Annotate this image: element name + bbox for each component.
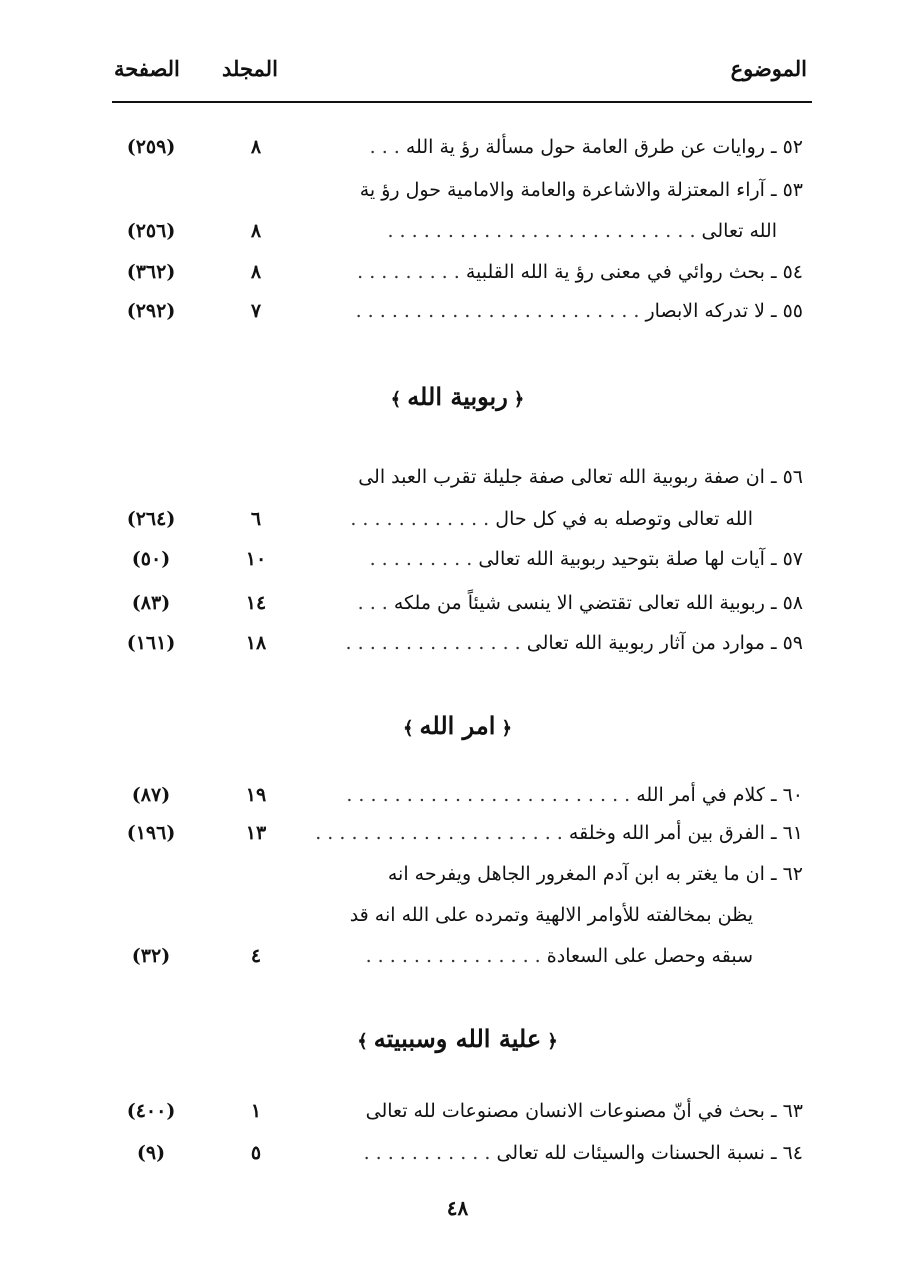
- section-heading-rububiyya: [0, 382, 915, 411]
- toc-entry-64: [315, 1140, 803, 1166]
- entry-page: (٥٠): [131, 548, 171, 570]
- entry-volume: ٥: [250, 1142, 262, 1164]
- entry-text: الله تعالى: [701, 220, 777, 242]
- toc-entry-57: [315, 546, 803, 572]
- toc-entry-55: [315, 298, 803, 324]
- ornament-right: ﴿: [513, 389, 525, 410]
- toc-entry-63: [315, 1098, 803, 1124]
- entry-text: ٥٧ ـ آيات لها صلة بتوحيد ربوبية الله تعالى: [478, 548, 803, 570]
- entry-page: (٢٦٤): [126, 508, 176, 530]
- entry-page: (٨٧): [131, 784, 171, 806]
- page-number: ٤٨: [446, 1196, 469, 1220]
- entry-volume: ٨: [250, 261, 262, 283]
- entry-volume: ١٨: [245, 632, 267, 654]
- leader-dots: . . . . . . . . . . . . . . . . . . . . .: [315, 822, 563, 844]
- entry-volume: ١٤: [245, 592, 267, 614]
- leader-dots: . . . . . . . . . . .: [363, 1142, 491, 1164]
- entry-text: ٥٦ ـ ان صفة ربوبية الله تعالى صفة جليلة تقرب العبد الى: [358, 466, 803, 488]
- toc-entry-53: [315, 177, 803, 203]
- toc-entry-62-cont2: [265, 943, 753, 969]
- section-heading-amr: [0, 711, 915, 740]
- entry-page: (٢٩٢): [126, 300, 176, 322]
- entry-text: ٥٢ ـ روايات عن طرق العامة حول مسألة رؤ ية الله: [405, 136, 803, 158]
- ornament-right: ﴿: [501, 718, 512, 739]
- leader-dots: . . . . . . . . . . . . . . .: [345, 632, 521, 654]
- leader-dots: . . . . . . . . . . . . . . .: [365, 945, 541, 967]
- entry-volume: ٨: [250, 220, 262, 242]
- entry-text: ٦١ ـ الفرق بين أمر الله وخلقه: [568, 822, 803, 844]
- entry-text: ٦٠ ـ كلام في أمر الله: [636, 784, 803, 806]
- toc-entry-59: [315, 630, 803, 656]
- entry-volume: ٨: [250, 136, 262, 158]
- section-title: علية الله وسببيته: [373, 1024, 542, 1053]
- entry-page: (١٦١): [126, 632, 176, 654]
- entry-page: (٣٦٢): [126, 261, 176, 283]
- entry-volume: ١٣: [245, 822, 267, 844]
- leader-dots: . . . . . . . . . . . .: [350, 508, 490, 530]
- entry-page: (٣٢): [131, 945, 171, 967]
- header-page: الصفحة: [114, 56, 180, 81]
- header-volume: المجلد: [222, 56, 278, 81]
- toc-entry-62: [315, 861, 803, 887]
- entry-page: (٤٠٠): [126, 1100, 176, 1122]
- leader-dots: . . .: [369, 136, 400, 158]
- entry-page: (٨٣): [131, 592, 171, 614]
- entry-page: (٢٥٦): [126, 220, 176, 242]
- entry-text: الله تعالى وتوصله به في كل حال: [495, 508, 753, 530]
- entry-text: ٥٨ ـ ربوبية الله تعالى تقتضي الا ينسى شيئاً من ملكه: [393, 592, 803, 614]
- entry-text: سبقه وحصل على السعادة: [546, 945, 753, 967]
- entry-volume: ٤: [250, 945, 262, 967]
- leader-dots: . . . . . . . . . . . . . . . . . . . . . . . .: [346, 784, 631, 806]
- entry-text: ٦٢ ـ ان ما يغتر به ابن آدم المغرور الجاهل ويفرحه انه: [387, 863, 803, 885]
- toc-entry-60: [315, 782, 803, 808]
- entry-page: (٢٥٩): [126, 136, 176, 158]
- header-subject: الموضوع: [730, 56, 807, 81]
- header-rule: [112, 101, 812, 103]
- entry-text: ٥٤ ـ بحث روائي في معنى رؤ ية الله القلبية: [465, 261, 803, 283]
- entry-page: (٩): [136, 1142, 166, 1164]
- entry-volume: ١٠: [245, 548, 267, 570]
- entry-text: ٥٩ ـ موارد من آثار ربوبية الله تعالى: [526, 632, 803, 654]
- leader-dots: . . . . . . . . . . . . . . . . . . . . . . . .: [355, 300, 640, 322]
- entry-text: ٥٣ ـ آراء المعتزلة والاشاعرة والعامة والامامية حول رؤ ية: [359, 179, 803, 201]
- entry-text: ٦٣ ـ بحث في أنّ مصنوعات الانسان مصنوعات لله تعالى: [365, 1100, 803, 1122]
- leader-dots: . . . . . . . . .: [369, 548, 473, 570]
- entry-volume: ١٩: [245, 784, 267, 806]
- ornament-left: ﴾: [357, 1031, 368, 1052]
- toc-entry-61: [315, 820, 803, 846]
- toc-entry-52: [315, 134, 803, 160]
- leader-dots: . . . . . . . . . . . . . . . . . . . . . . . . . .: [387, 220, 696, 242]
- entry-text: يظن بمخالفته للأوامر الالهية وتمرده على الله انه قد: [349, 904, 753, 926]
- entry-text: ٦٤ ـ نسبة الحسنات والسيئات لله تعالى: [496, 1142, 803, 1164]
- entry-volume: ٦: [250, 508, 262, 530]
- ornament-left: ﴾: [390, 389, 402, 410]
- section-title: ربوبية الله: [407, 382, 508, 411]
- leader-dots: . . . . . . . . .: [357, 261, 460, 283]
- ornament-right: ﴿: [547, 1031, 558, 1052]
- toc-entry-56: [315, 464, 803, 490]
- ornament-left: ﴾: [402, 718, 414, 739]
- section-title: امر الله: [419, 711, 496, 740]
- leader-dots: . . .: [357, 592, 388, 614]
- toc-entry-54: [315, 259, 803, 285]
- toc-entry-58: [315, 590, 803, 616]
- entry-volume: ٧: [250, 300, 262, 322]
- entry-page: (١٩٦): [126, 822, 176, 844]
- entry-volume: ١: [250, 1100, 262, 1122]
- toc-entry-53-cont: [289, 218, 777, 244]
- toc-entry-56-cont: [265, 506, 753, 532]
- toc-entry-62-cont: [265, 902, 753, 928]
- section-heading-illiyya: [0, 1024, 915, 1053]
- entry-text: ٥٥ ـ لا تدركه الابصار: [645, 300, 803, 322]
